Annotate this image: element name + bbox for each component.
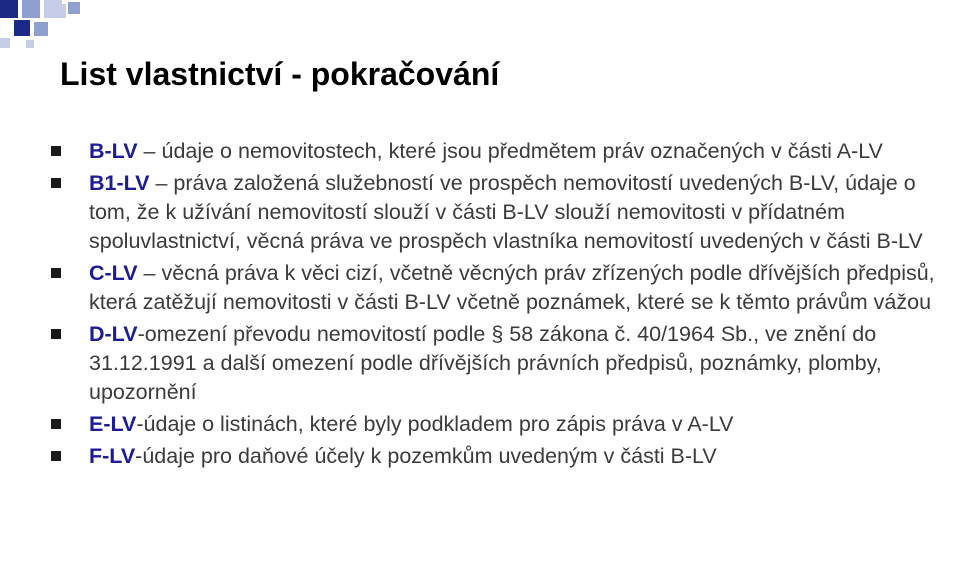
bullet-text: -omezení převodu nemovitostí podle § 58 zákona č. 40/1964 Sb., ve znění do 31.12.1991 a další omezení podle dřívějších právních předpisů, poznámky, plomby, upozornění: [89, 322, 882, 404]
bullet-list: [50, 137, 940, 474]
decoration-square: [0, 0, 18, 18]
corner-decoration: [0, 0, 160, 50]
decoration-square: [68, 2, 80, 14]
decoration-square: [14, 20, 30, 36]
decoration-square: [22, 0, 40, 18]
decoration-square: [0, 38, 10, 48]
slide-title: List vlastnictví - pokračování: [60, 56, 500, 92]
square-bullet-icon: [51, 146, 61, 156]
bullet-text: – věcná práva k věci cizí, včetně věcných práv zřízených podle dřívějších předpisů, která zatěžují nemovitosti v části B-LV včetně poznámek, které se k těmto právům vážou: [89, 261, 935, 314]
decoration-square: [26, 40, 34, 48]
bullet-text: -údaje pro daňové účely k pozemkům uvedeným v části B-LV: [135, 444, 717, 468]
decoration-square: [34, 22, 48, 36]
square-bullet-icon: [51, 178, 61, 188]
bullet-code: D-LV: [89, 322, 138, 346]
decoration-square: [52, 4, 66, 18]
bullet-code: C-LV: [89, 261, 138, 285]
square-bullet-icon: [51, 419, 61, 429]
bullet-item-c-lv: [50, 259, 940, 317]
bullet-code: B1-LV: [89, 171, 150, 195]
bullet-code: B-LV: [89, 139, 138, 163]
bullet-text: – práva založená služebností ve prospěch nemovitostí uvedených B-LV, údaje o tom, že k užívání nemovitostí slouží v části B-LV slouží nemovitosti v přídatném spoluvlastnictví, věcná práva ve prospěch vlastníka nemovitostí uvedených v části B-LV: [89, 171, 923, 253]
bullet-text: – údaje o nemovitostech, které jsou předmětem práv označených v části A-LV: [137, 139, 883, 163]
bullet-item-f-lv: [50, 442, 940, 471]
bullet-item-d-lv: [50, 320, 940, 407]
square-bullet-icon: [51, 329, 61, 339]
bullet-code: F-LV: [89, 444, 136, 468]
bullet-code: E-LV: [89, 412, 137, 436]
bullet-text: -údaje o listinách, které byly podkladem pro zápis práva v A-LV: [136, 412, 734, 436]
bullet-item-b-lv: [50, 137, 940, 166]
bullet-item-b1-lv: [50, 169, 940, 256]
square-bullet-icon: [51, 451, 61, 461]
square-bullet-icon: [51, 268, 61, 278]
bullet-item-e-lv: [50, 410, 940, 439]
